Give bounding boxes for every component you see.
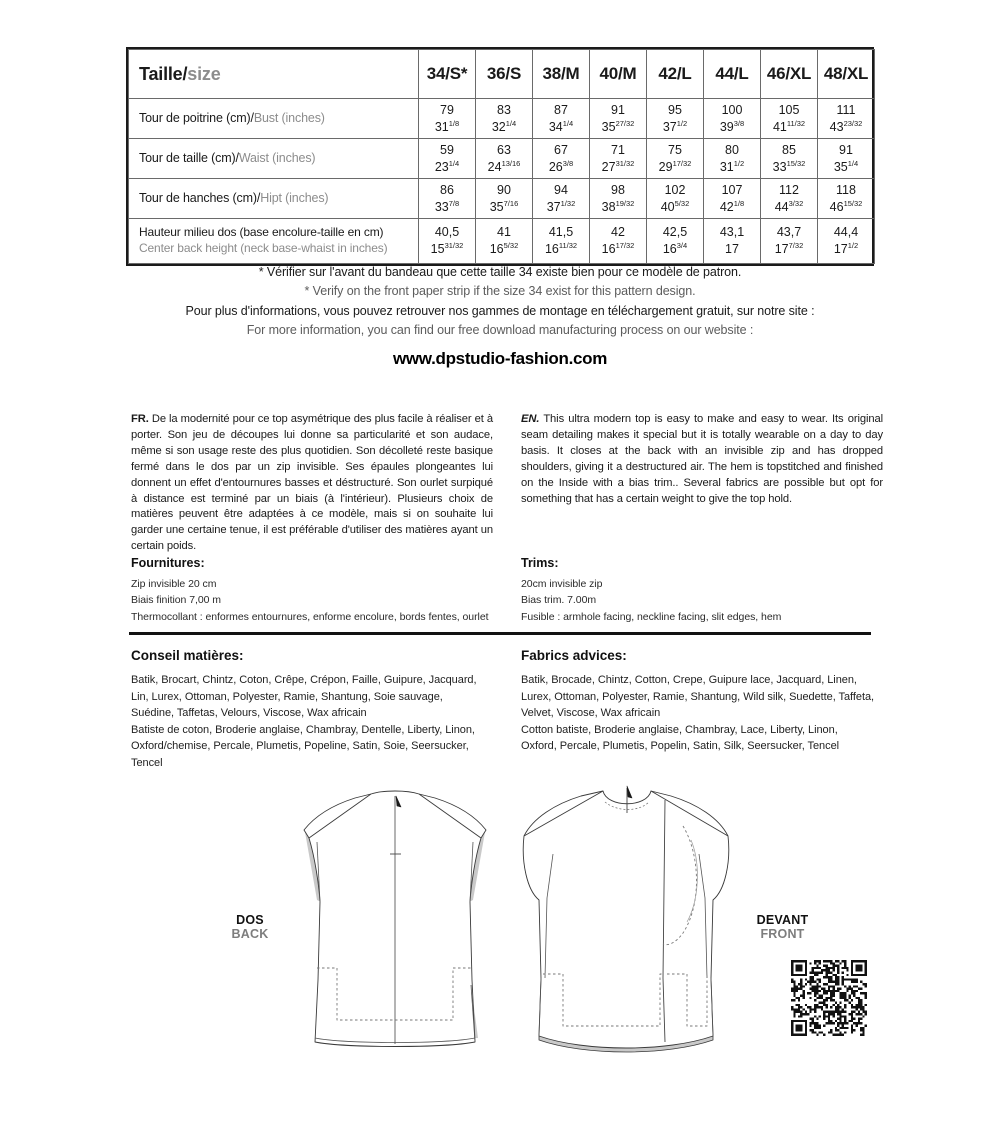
fabrics-en-g2-line-1: Oxford, Percale, Plumetis, Popelin, Satin, Silk, Seersucker, Tencel — [521, 740, 840, 752]
value-inch-2-4: $40^{5/32}$ — [660, 198, 690, 214]
trims-french — [131, 556, 511, 625]
measure-label-fr-1: Tour de taille (cm)/ — [139, 150, 239, 165]
value-inch-0-5: $39^{3/8}$ — [719, 118, 745, 134]
fabrics-fr-title: Conseil matières: — [131, 648, 244, 663]
size-header-6: 46/XL — [761, 50, 818, 99]
value-cm-3-1: 41 — [497, 225, 511, 240]
measure-cell-1-5 — [704, 139, 761, 179]
trims-fr-line-0: Zip invisible 20 cm — [131, 578, 217, 590]
value-inch-3-4: $16^{3/4}$ — [662, 240, 688, 256]
value-cm-2-4: 102 — [664, 182, 686, 197]
value-inch-2-1: $35^{7/16}$ — [489, 198, 519, 214]
value-cm-2-2: 94 — [554, 182, 568, 197]
measure-cell-2-2 — [533, 179, 590, 219]
table-row — [129, 139, 875, 179]
description-french — [131, 412, 493, 555]
size-header-1: 36/S — [476, 50, 533, 99]
fabrics-fr-group-1 — [131, 672, 516, 722]
value-cm-2-5: 107 — [721, 182, 743, 197]
table-row — [129, 219, 875, 264]
measure-cell-1-4 — [647, 139, 704, 179]
value-cm-2-7: 118 — [836, 182, 856, 197]
fabrics-fr-g2-line-1: Oxford/chemise, Percale, Plumetis, Popeline, Satin, Soie, Seersucker, — [131, 740, 469, 752]
fabrics-en-group-2 — [521, 722, 906, 755]
value-inch-1-1: $24^{13/16}$ — [487, 158, 521, 174]
value-inch-0-2: $34^{1/4}$ — [548, 118, 574, 134]
value-inch-0-0: $31^{1/8}$ — [434, 118, 460, 134]
measure-cell-2-0 — [419, 179, 476, 219]
size-chart-title-fr: Taille/ — [139, 63, 188, 84]
garment-front-illustration — [505, 778, 755, 1063]
value-cm-1-2: 67 — [554, 142, 568, 157]
value-cm-0-0: 79 — [440, 102, 454, 117]
value-cm-1-3: 71 — [611, 142, 625, 157]
value-inch-1-6: $33^{15/32}$ — [772, 158, 806, 174]
value-cm-0-6: 105 — [778, 102, 800, 117]
measure-cell-0-7 — [818, 99, 875, 139]
measure-cell-2-4 — [647, 179, 704, 219]
value-inch-0-4: $37^{1/2}$ — [662, 118, 688, 134]
garment-back-illustration — [275, 780, 515, 1060]
value-inch-3-7: $17^{1/2}$ — [833, 240, 859, 256]
measure-cell-3-1 — [476, 219, 533, 264]
trims-en-title: Trims: — [521, 556, 559, 570]
measure-cell-0-5 — [704, 99, 761, 139]
website-url[interactable]: www.dpstudio-fashion.com — [392, 348, 608, 368]
measure-cell-3-0 — [419, 219, 476, 264]
measure-cell-1-2 — [533, 139, 590, 179]
value-inch-2-6: $44^{3/32}$ — [774, 198, 804, 214]
value-cm-0-5: 100 — [721, 102, 743, 117]
measure-label-1 — [129, 139, 419, 179]
label-back-fr: DOS — [236, 913, 264, 927]
measure-label-fr-2: Tour de hanches (cm)/ — [139, 190, 261, 205]
value-cm-1-1: 63 — [497, 142, 511, 157]
measure-cell-3-3 — [590, 219, 647, 264]
value-inch-3-3: $16^{17/32}$ — [601, 240, 635, 256]
qr-code[interactable] — [791, 960, 867, 1036]
value-cm-2-1: 90 — [497, 182, 511, 197]
measure-cell-0-0 — [419, 99, 476, 139]
value-cm-3-5: 43,1 — [719, 225, 745, 240]
fabrics-en-g1-line-2: Velvet, Viscose, Wax africain — [521, 707, 661, 719]
value-inch-3-5: 17 — [725, 242, 739, 256]
size-header-4: 42/L — [647, 50, 704, 99]
value-cm-3-0: 40,5 — [434, 225, 460, 240]
measure-cell-0-3 — [590, 99, 647, 139]
trims-fr-title: Fournitures: — [131, 556, 205, 570]
value-inch-2-5: $42^{1/8}$ — [719, 198, 745, 214]
measure-cell-0-4 — [647, 99, 704, 139]
measure-label-en-1: Waist (inches) — [238, 150, 316, 165]
measure-cell-1-1 — [476, 139, 533, 179]
value-cm-1-0: 59 — [440, 142, 454, 157]
value-cm-1-4: 75 — [668, 142, 682, 157]
measure-cell-2-3 — [590, 179, 647, 219]
fabrics-fr-g1-line-0: Batik, Brocart, Chintz, Coton, Crêpe, Crépon, Faille, Guipure, Jacquard, — [131, 674, 477, 686]
value-cm-0-2: 87 — [554, 102, 568, 117]
value-cm-0-4: 95 — [668, 102, 682, 117]
value-cm-1-7: 91 — [839, 142, 853, 157]
value-inch-2-3: $38^{19/32}$ — [601, 198, 635, 214]
notes-block — [126, 263, 874, 369]
size-header-7: 48/XL — [818, 50, 875, 99]
value-cm-3-4: 42,5 — [662, 225, 688, 240]
label-back-view — [205, 913, 295, 942]
measure-cell-3-5 — [704, 219, 761, 264]
value-inch-1-0: $23^{1/4}$ — [434, 158, 460, 174]
measure-label-en-3: Center back height (neck base-whaist in inches) — [139, 241, 388, 255]
measure-cell-3-6 — [761, 219, 818, 264]
measure-label-fr-0: Tour de poitrine (cm)/ — [139, 110, 254, 125]
measure-cell-2-6 — [761, 179, 818, 219]
size-header-0: 34/S* — [419, 50, 476, 99]
size-chart-title-en: size — [187, 63, 221, 84]
value-cm-2-6: 112 — [779, 182, 799, 197]
value-cm-3-7: 44,4 — [833, 225, 859, 240]
value-inch-3-0: $15^{31/32}$ — [430, 240, 464, 256]
fabrics-fr-g2-line-0: Batiste de coton, Broderie anglaise, Chambray, Dentelle, Liberty, Linon, — [131, 723, 475, 736]
value-cm-2-3: 98 — [611, 182, 625, 197]
fabrics-english — [521, 648, 906, 755]
measure-label-3 — [129, 219, 419, 264]
fabrics-fr-g2-line-2: Tencel — [131, 756, 163, 769]
trims-fr-line-1: Biais finition 7,00 m — [131, 594, 221, 607]
trims-en-line-0: 20cm invisible zip — [521, 578, 603, 590]
value-inch-2-7: $46^{15/32}$ — [829, 198, 863, 214]
trims-en-line-2: Fusible : armhole facing, neckline facing, slit edges, hem — [521, 610, 782, 623]
measure-label-fr-3: Hauteur milieu dos (base encolure-taille en cm) — [139, 225, 384, 240]
fabrics-en-group-1 — [521, 672, 906, 722]
description-en-text: This ultra modern top is easy to make and easy to wear. Its original seam detailing makes it special but it is totally wearable on a day to day basis. It closes at the back with an invisible zip and has dropped shoulders, giving it a destructured air. The hem is topstitched and finished on the Inside with a bias trim.. Several fabrics are possible but opt for something that has a certain weight to give the top hold. — [521, 413, 883, 505]
label-front-fr: DEVANT — [756, 913, 809, 927]
fabrics-en-title: Fabrics advices: — [521, 648, 627, 663]
note-line-3: Pour plus d'informations, vous pouvez retrouver nos gammes de montage en téléchargement gratuit, sur notre site : — [185, 303, 815, 318]
section-divider — [129, 632, 871, 635]
value-cm-2-0: 86 — [440, 182, 454, 197]
description-fr-text: De la modernité pour ce top asymétrique des plus facile à réaliser et à porter. Son jeu de découpes lui donne sa particularité et son audace, même si son usage reste des plus quotidien. Son décolleté reste basique fermé dans le dos par un zip invisible. Ses épaules plongeantes lui donnent un effet d'entournures basses et déstructuré. Son ourlet surpiqué à distance est terminé par un biais (à l'intérieur). Plusieurs choix de matières peuvent être adaptées à ce modèle, mais si on souhaite lui garder une certaine tenue, il est préférable d'utiliser des matières ayant un certain poids. — [131, 413, 493, 553]
measure-cell-3-7 — [818, 219, 875, 264]
size-chart-header-row — [129, 50, 875, 99]
fabrics-en-g1-line-1: Lurex, Ottoman, Polyester, Ramie, Shantung, Wild silk, Suedette, Taffeta, — [521, 690, 875, 703]
fabrics-en-g2-line-0: Cotton batiste, Broderie anglaise, Chambray, Lace, Liberty, Linon, — [521, 723, 838, 736]
size-chart-body — [129, 99, 875, 264]
note-line-2: * Verify on the front paper strip if the size 34 exist for this pattern design. — [304, 284, 696, 299]
value-inch-2-0: $33^{7/8}$ — [434, 198, 460, 214]
measure-cell-0-6 — [761, 99, 818, 139]
table-row — [129, 179, 875, 219]
measure-cell-3-2 — [533, 219, 590, 264]
fabrics-en-g1-line-0: Batik, Brocade, Chintz, Cotton, Crepe, Guipure lace, Jacquard, Linen, — [521, 674, 857, 686]
measure-cell-0-1 — [476, 99, 533, 139]
measure-cell-1-7 — [818, 139, 875, 179]
value-inch-3-2: $16^{11/32}$ — [544, 240, 578, 256]
label-front-view — [735, 913, 830, 942]
measure-cell-2-5 — [704, 179, 761, 219]
measure-cell-3-4 — [647, 219, 704, 264]
description-fr-tag: FR. — [131, 413, 149, 425]
note-line-4: For more information, you can find our free download manufacturing process on our website : — [246, 323, 754, 338]
fabrics-fr-group-2 — [131, 722, 516, 772]
fabrics-fr-g1-line-1: Lin, Lurex, Ottoman, Polyester, Ramie, Shantung, Soie sauvage, — [131, 690, 443, 703]
value-cm-0-3: 91 — [611, 102, 625, 117]
label-back-en: BACK — [231, 927, 269, 942]
trims-en-line-1: Bias trim. 7.00m — [521, 594, 597, 607]
size-chart-title-cell — [129, 50, 419, 99]
value-inch-0-1: $32^{1/4}$ — [491, 118, 517, 134]
description-en-tag: EN. — [521, 413, 540, 425]
value-inch-1-7: $35^{1/4}$ — [833, 158, 859, 174]
value-inch-1-5: $31^{1/2}$ — [719, 158, 745, 174]
value-inch-3-6: $17^{7/32}$ — [774, 240, 804, 256]
measure-label-en-2: Hipt (inches) — [260, 190, 329, 205]
value-inch-0-3: $35^{27/32}$ — [601, 118, 635, 134]
fabrics-fr-g1-line-2: Suédine, Taffetas, Velours, Viscose, Wax africain — [131, 707, 367, 719]
measure-label-2 — [129, 179, 419, 219]
measure-cell-0-2 — [533, 99, 590, 139]
size-header-3: 40/M — [590, 50, 647, 99]
value-cm-1-6: 85 — [782, 142, 796, 157]
measure-cell-2-7 — [818, 179, 875, 219]
measure-label-en-0: Bust (inches) — [253, 110, 325, 125]
qr-code-image — [791, 960, 867, 1036]
value-inch-2-2: $37^{1/32}$ — [546, 198, 576, 214]
value-cm-3-6: 43,7 — [776, 225, 802, 240]
measure-cell-2-1 — [476, 179, 533, 219]
value-cm-1-5: 80 — [725, 142, 739, 157]
value-inch-1-3: $27^{31/32}$ — [601, 158, 635, 174]
size-chart-table — [126, 47, 874, 266]
value-cm-0-7: 111 — [836, 102, 856, 117]
value-inch-3-1: $16^{5/32}$ — [489, 240, 519, 256]
label-front-en: FRONT — [760, 927, 805, 942]
trims-english — [521, 556, 901, 625]
value-inch-0-6: $41^{11/32}$ — [772, 118, 806, 134]
value-cm-0-1: 83 — [497, 102, 511, 117]
value-inch-1-4: $29^{17/32}$ — [658, 158, 692, 174]
measure-cell-1-3 — [590, 139, 647, 179]
value-inch-1-2: $26^{3/8}$ — [548, 158, 574, 174]
description-english — [521, 412, 883, 507]
trims-fr-line-2: Thermocollant : enformes entournures, enforme encolure, bords fentes, ourlet — [131, 610, 489, 623]
value-cm-3-3: 42 — [611, 225, 625, 240]
measure-cell-1-6 — [761, 139, 818, 179]
size-header-5: 44/L — [704, 50, 761, 99]
size-header-2: 38/M — [533, 50, 590, 99]
value-inch-0-7: $43^{23/32}$ — [829, 118, 863, 134]
measure-cell-1-0 — [419, 139, 476, 179]
note-line-1: * Vérifier sur l'avant du bandeau que cette taille 34 existe bien pour ce modèle de patron. — [258, 265, 742, 279]
fabrics-french — [131, 648, 516, 771]
value-cm-3-2: 41,5 — [548, 225, 574, 240]
table-row — [129, 99, 875, 139]
measure-label-0 — [129, 99, 419, 139]
